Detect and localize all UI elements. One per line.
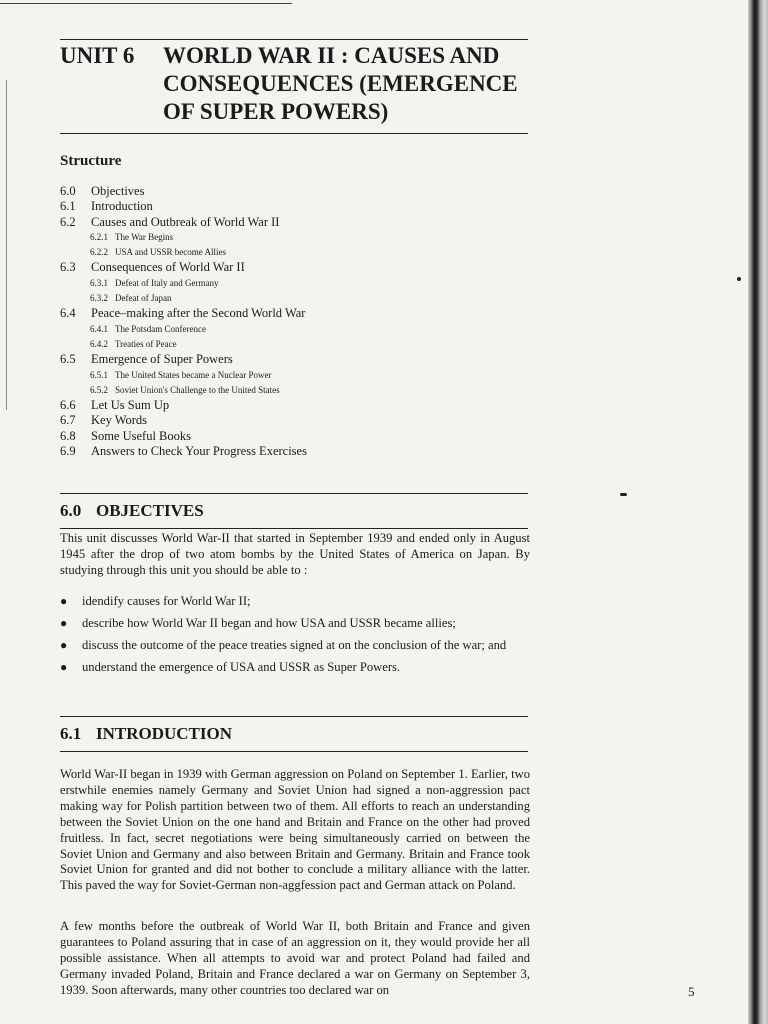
structure-item-text: The Potsdam Conference — [115, 323, 206, 334]
structure-item-number: 6.9 — [60, 444, 76, 459]
structure-subitem — [60, 337, 530, 352]
section-title: INTRODUCTION — [96, 724, 233, 743]
section-number: 6.1 — [60, 724, 82, 743]
structure-item — [60, 398, 530, 413]
list-item-text: idendify causes for World War II; — [82, 594, 251, 608]
structure-item-number: 6.2.2 — [90, 247, 108, 258]
list-item-text: describe how World War II began and how USA and USSR became allies; — [82, 615, 456, 630]
section-title: OBJECTIVES — [96, 501, 204, 520]
structure-subitem — [60, 230, 530, 245]
structure-subitem — [60, 291, 530, 306]
heading-rule — [60, 39, 528, 40]
structure-item — [60, 444, 530, 459]
unit-title-line: OF SUPER POWERS) — [163, 99, 389, 124]
structure-item-text: Defeat of Italy and Germany — [115, 277, 219, 288]
structure-item-number: 6.2 — [60, 214, 76, 229]
structure-item-text: Introduction — [91, 199, 153, 214]
list-item — [60, 594, 530, 610]
structure-item — [60, 199, 530, 214]
scan-speck — [620, 493, 627, 496]
structure-item-number: 6.4.1 — [90, 323, 108, 334]
structure-item-text: Treaties of Peace — [115, 338, 177, 349]
structure-item-number: 6.4 — [60, 306, 76, 321]
structure-item-text: Key Words — [91, 413, 148, 428]
structure-item — [60, 413, 530, 428]
structure-item-text: Some Useful Books — [91, 428, 191, 443]
section-heading-introduction — [60, 716, 528, 752]
page-number: 5 — [688, 984, 695, 999]
unit-title-line: CONSEQUENCES (EMERGENCE — [163, 71, 518, 96]
structure-item-text: The War Begins — [115, 231, 174, 242]
structure-item-number: 6.8 — [60, 428, 76, 443]
structure-subitem — [60, 383, 530, 398]
structure-item-number: 6.5.2 — [90, 384, 108, 395]
structure-item-number: 6.0 — [60, 184, 76, 198]
structure-item — [60, 215, 530, 230]
section-rule — [60, 528, 528, 529]
unit-number: UNIT 6 — [60, 43, 135, 68]
unit-title — [163, 42, 528, 126]
structure-item-number: 6.3 — [60, 260, 76, 275]
section-rule — [60, 751, 528, 752]
bullet-icon: ● — [60, 637, 68, 652]
structure-item-number: 6.6 — [60, 398, 76, 413]
list-item-text: understand the emergence of USA and USSR as Super Powers. — [82, 659, 401, 674]
scan-speck — [737, 277, 741, 281]
structure-item — [60, 306, 530, 321]
structure-item-number: 6.4.2 — [90, 338, 108, 349]
structure-item-number: 6.3.2 — [90, 293, 108, 304]
section-number: 6.0 — [60, 501, 82, 520]
structure-item-text: The United States became a Nuclear Power — [115, 369, 272, 380]
section-heading-objectives — [60, 493, 528, 529]
objectives-intro: This unit discusses World War-II that started in September 1939 and ended only in August 1945 after the drop of two atom bombs by the United States of America on Japan. By studying through this unit you should be able to : — [60, 531, 530, 577]
structure-subitem — [60, 245, 530, 260]
structure-item-text: Causes and Outbreak of World War II — [91, 214, 280, 229]
structure-heading: Structure — [60, 153, 122, 169]
top-rule — [0, 3, 292, 4]
introduction-paragraph: World War-II began in 1939 with German aggression on Poland on September 1. Earlier, two erstwhile enemies namely Germany and Soviet Union had signed a non-aggression pact making way for Polish partition between two of them. All efforts to reach an understanding between the Soviet Union on the one hand and Britain and France on the other had proved fruitless. In fact, secret negotiations were being simultaneously carried on between the Soviet Union and Germany and also between Britain and Germany. Britain and France took Soviet Union for granted and did not bother to conclude a military alliance with the latter. This paved the way for Soviet-German non-aggfession pact and German attack on Poland. — [60, 767, 530, 893]
structure-subitem — [60, 368, 530, 383]
introduction-paragraph: A few months before the outbreak of World War II, both Britain and France and given guarantees to Poland assuring that in case of an aggression on it, they would provide her all possible assistance. When all attempts to avoid war and protect Poland had failed and Germany invaded Poland, Britain and France declared a war on Germany on September 3, 1939. Soon afterwards, many other countries too declared war on — [60, 919, 530, 997]
structure-item-number: 6.3.1 — [90, 277, 108, 288]
section-rule — [60, 716, 528, 717]
structure-item-number: 6.5.1 — [90, 369, 108, 380]
list-item — [60, 616, 530, 632]
structure-item-number: 6.1 — [60, 199, 76, 214]
list-item — [60, 638, 530, 654]
list-item-text: discuss the outcome of the peace treaties signed at on the conclusion of the war; and — [82, 637, 507, 652]
bullet-icon: ● — [60, 594, 68, 608]
section-rule — [60, 493, 528, 494]
scan-left-edge — [6, 80, 7, 410]
structure-item-text: Soviet Union's Challenge to the United States — [115, 384, 280, 395]
heading-rule — [60, 133, 528, 134]
bullet-icon: ● — [60, 659, 68, 674]
bullet-icon: ● — [60, 615, 68, 630]
structure-item-number: 6.7 — [60, 413, 76, 428]
structure-item — [60, 352, 530, 367]
structure-item-text: Defeat of Japan — [115, 293, 172, 304]
structure-item-text: Consequences of World War II — [91, 260, 245, 275]
objectives-list — [60, 594, 530, 682]
structure-item-number: 6.2.1 — [90, 231, 108, 242]
structure-item-text: Emergence of Super Powers — [91, 352, 233, 367]
structure-item-text: Objectives — [91, 184, 145, 198]
structure-item — [60, 184, 530, 199]
unit-title-line: WORLD WAR II : CAUSES AND — [163, 43, 500, 68]
structure-subitem — [60, 322, 530, 337]
structure-item-text: Let Us Sum Up — [91, 398, 170, 413]
structure-item — [60, 260, 530, 275]
structure-item-text: Peace–making after the Second World War — [91, 306, 306, 321]
structure-item-text: USA and USSR become Allies — [115, 247, 227, 258]
list-item — [60, 660, 530, 676]
unit-heading — [60, 39, 528, 134]
structure-item-number: 6.5 — [60, 352, 76, 367]
structure-list — [60, 184, 530, 459]
structure-item-text: Answers to Check Your Progress Exercises — [91, 444, 307, 459]
structure-subitem — [60, 276, 530, 291]
structure-item — [60, 429, 530, 444]
scan-edge — [748, 0, 768, 1024]
